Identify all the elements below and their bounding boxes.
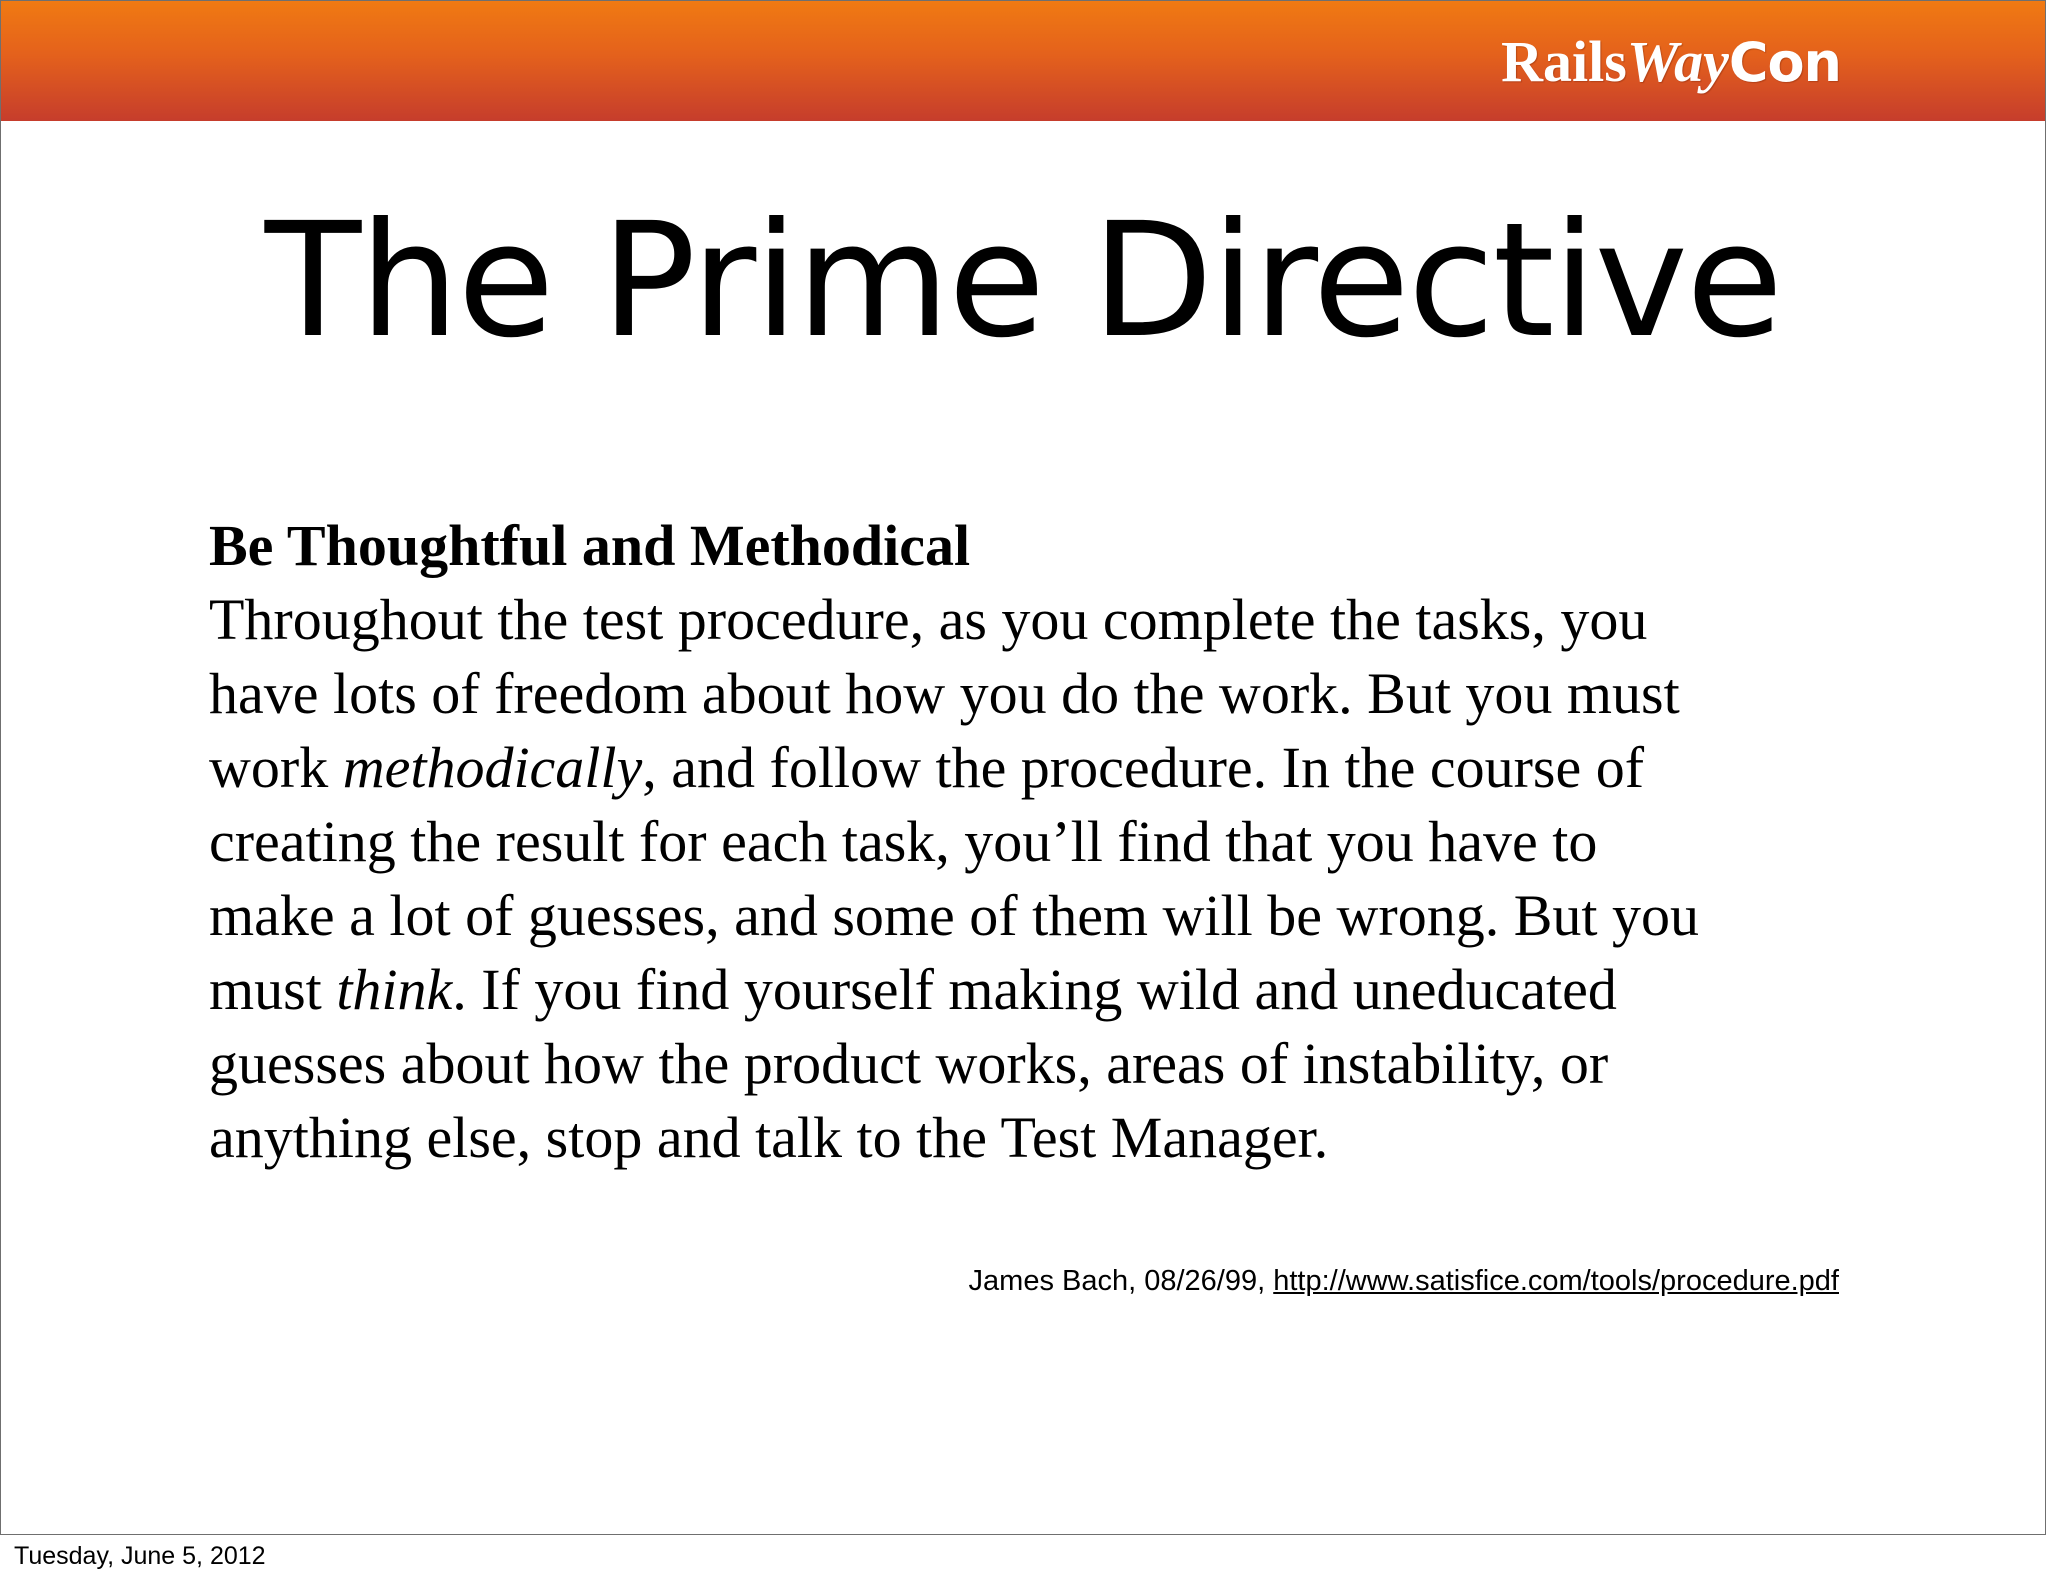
quote-line-text: must (209, 957, 337, 1022)
quote-block (209, 509, 1829, 1175)
quote-line-text: anything else, stop and talk to the Test Manager. (209, 1105, 1329, 1170)
quote-line (209, 953, 1829, 1027)
header-bar (1, 1, 2045, 121)
quote-emphasis-methodically: methodically (342, 735, 643, 800)
quote-line (209, 1101, 1829, 1175)
quote-line-text: make a lot of guesses, and some of them will be wrong. But you (209, 883, 1700, 948)
citation (969, 1263, 1839, 1299)
brand-logo-con: Con (1728, 31, 1841, 94)
quote-line (209, 583, 1829, 657)
citation-link[interactable]: http://www.satisfice.com/tools/procedure.pdf (1273, 1265, 1839, 1297)
quote-line (209, 657, 1829, 731)
quote-line (209, 805, 1829, 879)
quote-line-text: Throughout the test procedure, as you complete the tasks, you (209, 587, 1648, 652)
citation-author-date: James Bach, 08/26/99, (968, 1265, 1274, 1297)
slide-title: The Prime Directive (264, 189, 1782, 373)
brand-logo-rails: Rails (1501, 29, 1627, 94)
quote-line (209, 1027, 1829, 1101)
date-footer: Tuesday, June 5, 2012 (14, 1542, 266, 1570)
quote-heading: Be Thoughtful and Methodical (209, 513, 971, 578)
brand-logo-way: Way (1626, 29, 1729, 94)
quote-line-text: . If you find yourself making wild and uneducated (452, 957, 1617, 1022)
quote-line-text: work (209, 735, 343, 800)
quote-line-text: guesses about how the product works, areas of instability, or (209, 1031, 1609, 1096)
brand-logo (1501, 27, 1841, 98)
quote-line-text: creating the result for each task, you’ll find that you have to (209, 809, 1598, 874)
quote-body (209, 583, 1829, 1175)
quote-line-text: have lots of freedom about how you do the work. But you must (209, 661, 1680, 726)
quote-line (209, 731, 1829, 805)
quote-line-text: , and follow the procedure. In the course of (642, 735, 1645, 800)
quote-line (209, 879, 1829, 953)
quote-emphasis-think: think (336, 957, 453, 1022)
